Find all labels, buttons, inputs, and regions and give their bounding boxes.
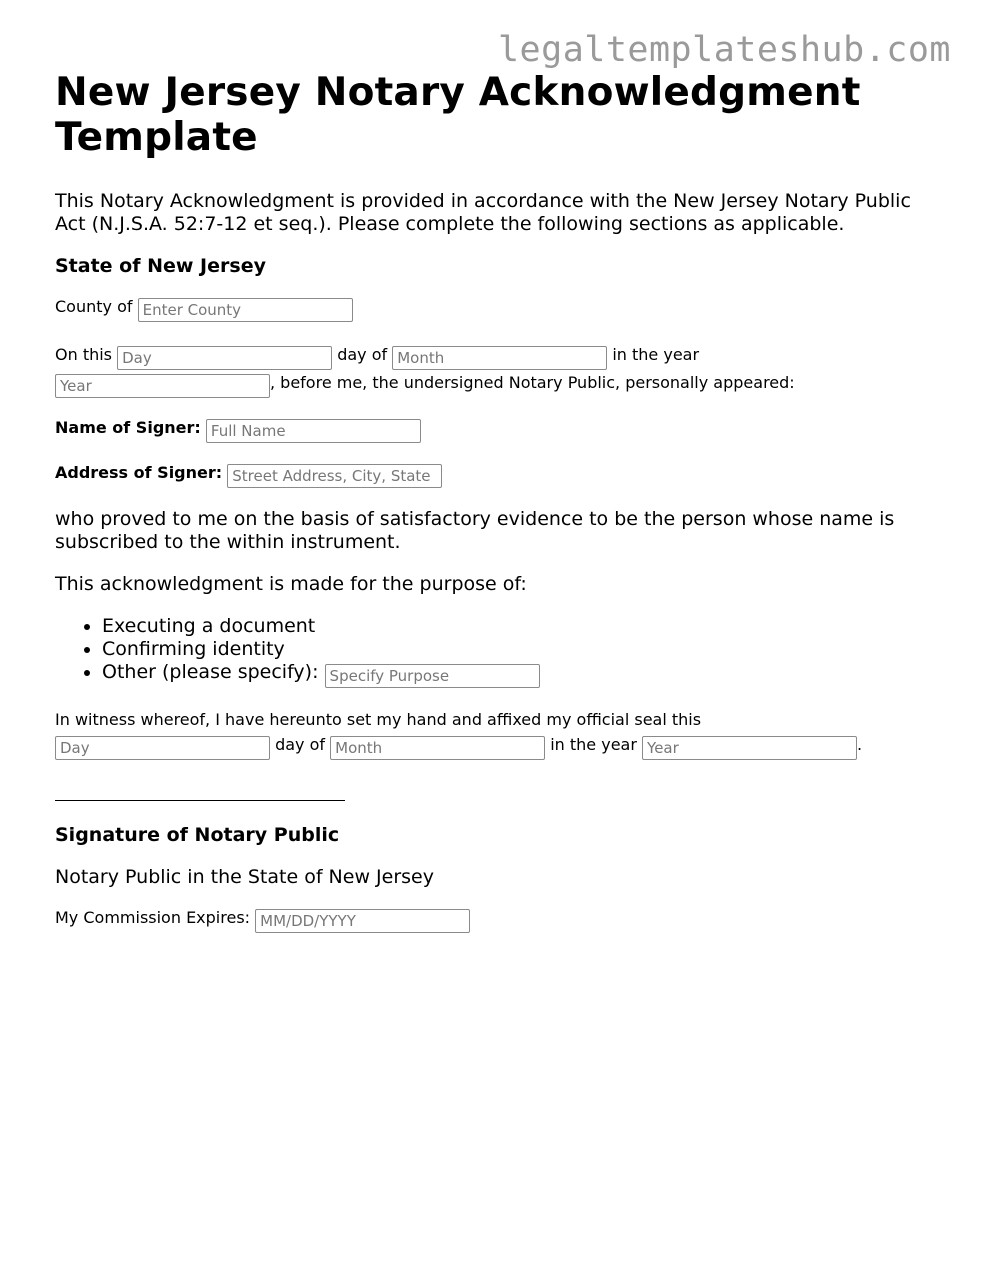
page-title: New Jersey Notary Acknowledgment Template bbox=[55, 70, 861, 160]
proved-paragraph: who proved to me on the basis of satisfactory evidence to be the person whose name is subscribed to the within instrument. bbox=[55, 508, 895, 553]
purpose-list bbox=[55, 615, 935, 688]
signer-name-row bbox=[55, 418, 935, 443]
witness-in-the-year-label: in the year bbox=[550, 735, 637, 754]
witness-row bbox=[55, 707, 935, 760]
witness-month-input[interactable] bbox=[330, 736, 545, 760]
witness-year-input[interactable] bbox=[642, 736, 857, 760]
witness-day-input[interactable] bbox=[55, 736, 270, 760]
in-the-year-label: in the year bbox=[612, 345, 700, 364]
county-row bbox=[55, 297, 935, 322]
document-body bbox=[55, 70, 935, 953]
purpose-intro: This acknowledgment is made for the purpose of: bbox=[55, 573, 527, 595]
on-this-label: On this bbox=[55, 345, 113, 364]
state-heading: State of New Jersey bbox=[55, 255, 266, 277]
witness-period: . bbox=[857, 735, 863, 754]
commission-label: My Commission Expires: bbox=[55, 908, 251, 927]
list-item bbox=[102, 661, 935, 688]
purpose-input[interactable] bbox=[325, 664, 540, 688]
intro-paragraph: This Notary Acknowledgment is provided in accordance with the New Jersey Notary Public Act (N.J.S.A. 52:7-12 et seq.). Please complete the following sections as applicable. bbox=[55, 190, 911, 235]
month-input[interactable] bbox=[392, 346, 607, 370]
day-of-label: day of bbox=[337, 345, 388, 364]
signature-line bbox=[55, 800, 345, 801]
signer-name-label: Name of Signer: bbox=[55, 418, 201, 437]
list-item: • Executing a document bbox=[102, 615, 935, 638]
signer-address-label: Address of Signer: bbox=[55, 463, 223, 482]
other-purpose-label: Other (please specify): bbox=[102, 661, 319, 683]
county-label: County of bbox=[55, 297, 133, 316]
commission-row bbox=[55, 908, 935, 933]
signature-label: Signature of Notary Public bbox=[55, 824, 340, 846]
watermark: legaltemplateshub.com bbox=[497, 30, 951, 70]
signer-address-input[interactable] bbox=[227, 464, 442, 488]
county-input[interactable] bbox=[138, 298, 353, 322]
witness-day-of-label: day of bbox=[275, 735, 326, 754]
appeared-text: , before me, the undersigned Notary Public, personally appeared: bbox=[270, 373, 795, 392]
list-item: • Confirming identity bbox=[102, 638, 935, 661]
year-input[interactable] bbox=[55, 374, 270, 398]
signer-name-input[interactable] bbox=[206, 419, 421, 443]
commission-expires-input[interactable] bbox=[255, 909, 470, 933]
date-appeared-row bbox=[55, 342, 935, 398]
day-input[interactable] bbox=[117, 346, 332, 370]
witness-text: In witness whereof, I have hereunto set my hand and affixed my official seal this bbox=[55, 710, 702, 729]
signer-address-row bbox=[55, 463, 935, 488]
notary-public-line: Notary Public in the State of New Jersey bbox=[55, 866, 434, 888]
